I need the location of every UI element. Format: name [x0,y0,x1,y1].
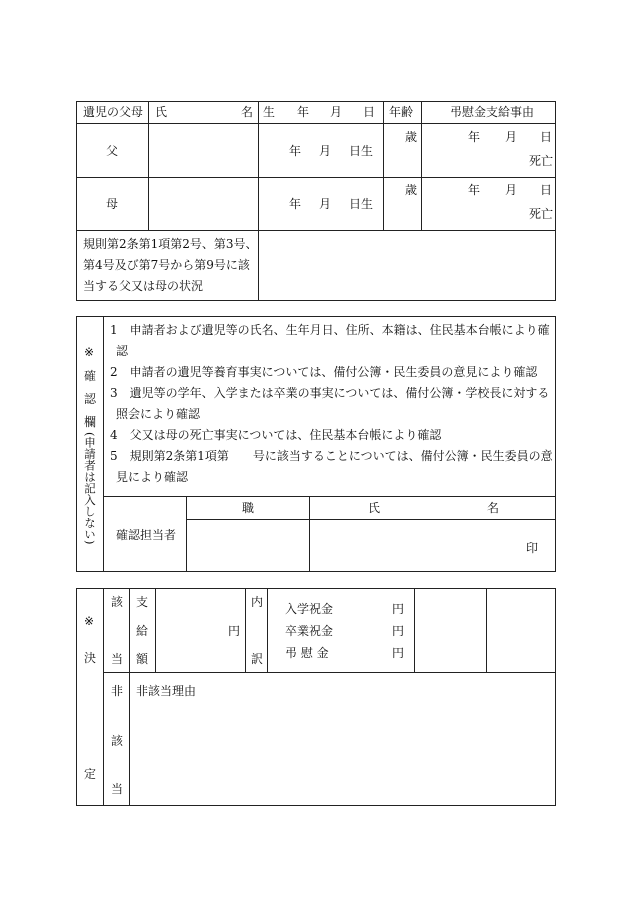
table2-vline [186,496,187,572]
birth-month-unit: 月 [319,197,332,211]
applicable-char: 当 [111,652,124,666]
header-birthdate: 年 [297,105,310,119]
death-month-unit: 月 [505,130,518,144]
death-year-unit: 年 [468,183,481,197]
applicable-char: 該 [111,595,124,609]
side-label-char: 決 [84,651,97,665]
not-applicable-reason-label: 非該当理由 [136,684,197,698]
checker-label: 確認担当者 [116,528,177,542]
age-unit: 歳 [405,130,418,144]
seal-mark: 印 [526,541,539,555]
payment-char: 支 [136,595,149,609]
col-position: 職 [242,501,255,515]
table2-hline [103,496,556,497]
confirm-item: 照会により確認 [116,407,201,421]
table3-vline [267,588,268,672]
header-birthdate: 日 [363,105,376,119]
confirm-item: 2 申請者の遺児等養育事実については、備付公簿・民生委員の意見により確認 [110,365,538,379]
table3-vline [414,588,415,672]
table1-vline [383,101,384,230]
header-reason: 弔慰金支給事由 [450,105,535,119]
not-applicable-char: 該 [111,734,124,748]
confirm-item: 認 [116,344,129,358]
payment-yen-unit: 円 [228,624,241,638]
table2-vline [309,496,310,572]
table3-vline [103,588,104,806]
payment-char: 額 [136,652,149,666]
note-mark: ※ [84,345,95,359]
table1-vline [421,101,422,230]
confirm-item: 1 申請者および遺児等の氏名、生年月日、住所、本籍は、住民基本台帳により確 [110,323,550,337]
death-label: 死亡 [529,207,554,221]
death-month-unit: 月 [505,183,518,197]
payment-char: 給 [136,624,149,638]
birth-day-unit: 日生 [349,197,374,211]
breakdown-char: 訳 [251,652,264,666]
breakdown-item-label: 弔 慰 金 [285,646,329,660]
death-day-unit: 日 [540,130,553,144]
status-line: 当する父又は母の状況 [83,279,204,293]
breakdown-item-unit: 円 [392,602,405,616]
side-label-char: 確 [84,369,97,383]
not-applicable-char: 当 [111,782,124,796]
death-day-unit: 日 [540,183,553,197]
header-name: 氏 [155,105,168,119]
birth-year-unit: 年 [289,144,302,158]
col-name: 名 [487,501,500,515]
table1-vline [148,101,149,230]
header-age: 年齢 [389,105,414,119]
table1-vline [258,101,259,301]
row-label-father: 父 [106,144,119,158]
breakdown-item-label: 卒業祝金 [285,624,334,638]
table3-vline [155,588,156,672]
confirm-item: 4 父又は母の死亡事実については、住民基本台帳により確認 [110,428,442,442]
header-parent: 遺児の父母 [83,105,144,119]
table3-vline [129,588,130,806]
header-birthdate: 生 [263,105,276,119]
side-label-char: 欄 [84,415,97,429]
side-label-char: 認 [84,392,97,406]
breakdown-item-label: 入学祝金 [285,602,334,616]
header-name: 名 [241,105,254,119]
confirm-item: 3 遺児等の学年、入学または卒業の事実については、備付公簿・学校長に対する [110,386,550,400]
table3-hline [103,672,556,673]
side-label-char: 定 [84,767,97,781]
side-note-paren: (申請者は記入しない) [83,432,97,545]
breakdown-item-unit: 円 [392,646,405,660]
birth-year-unit: 年 [289,197,302,211]
death-year-unit: 年 [468,130,481,144]
header-birthdate: 月 [330,105,343,119]
table2-vline [103,316,104,572]
row-label-mother: 母 [106,197,119,211]
status-line: 規則第2条第1項第2号、第3号、 [83,237,258,251]
table3-vline [486,588,487,672]
confirm-item: 5 規則第2条第1項第 号に該当することについては、備付公簿・民生委員の意 [110,449,553,463]
confirm-item: 見により確認 [116,470,189,484]
death-label: 死亡 [529,154,554,168]
note-mark: ※ [84,614,95,628]
table3-vline [245,588,246,672]
table1-hline [76,230,556,231]
col-name: 氏 [368,501,381,515]
table2-hline [186,519,556,520]
breakdown-char: 内 [251,595,264,609]
breakdown-item-unit: 円 [392,624,405,638]
birth-month-unit: 月 [319,144,332,158]
status-line: 第4号及び第7号から第9号に該 [83,258,250,272]
not-applicable-char: 非 [111,684,124,698]
age-unit: 歳 [405,183,418,197]
birth-day-unit: 日生 [349,144,374,158]
